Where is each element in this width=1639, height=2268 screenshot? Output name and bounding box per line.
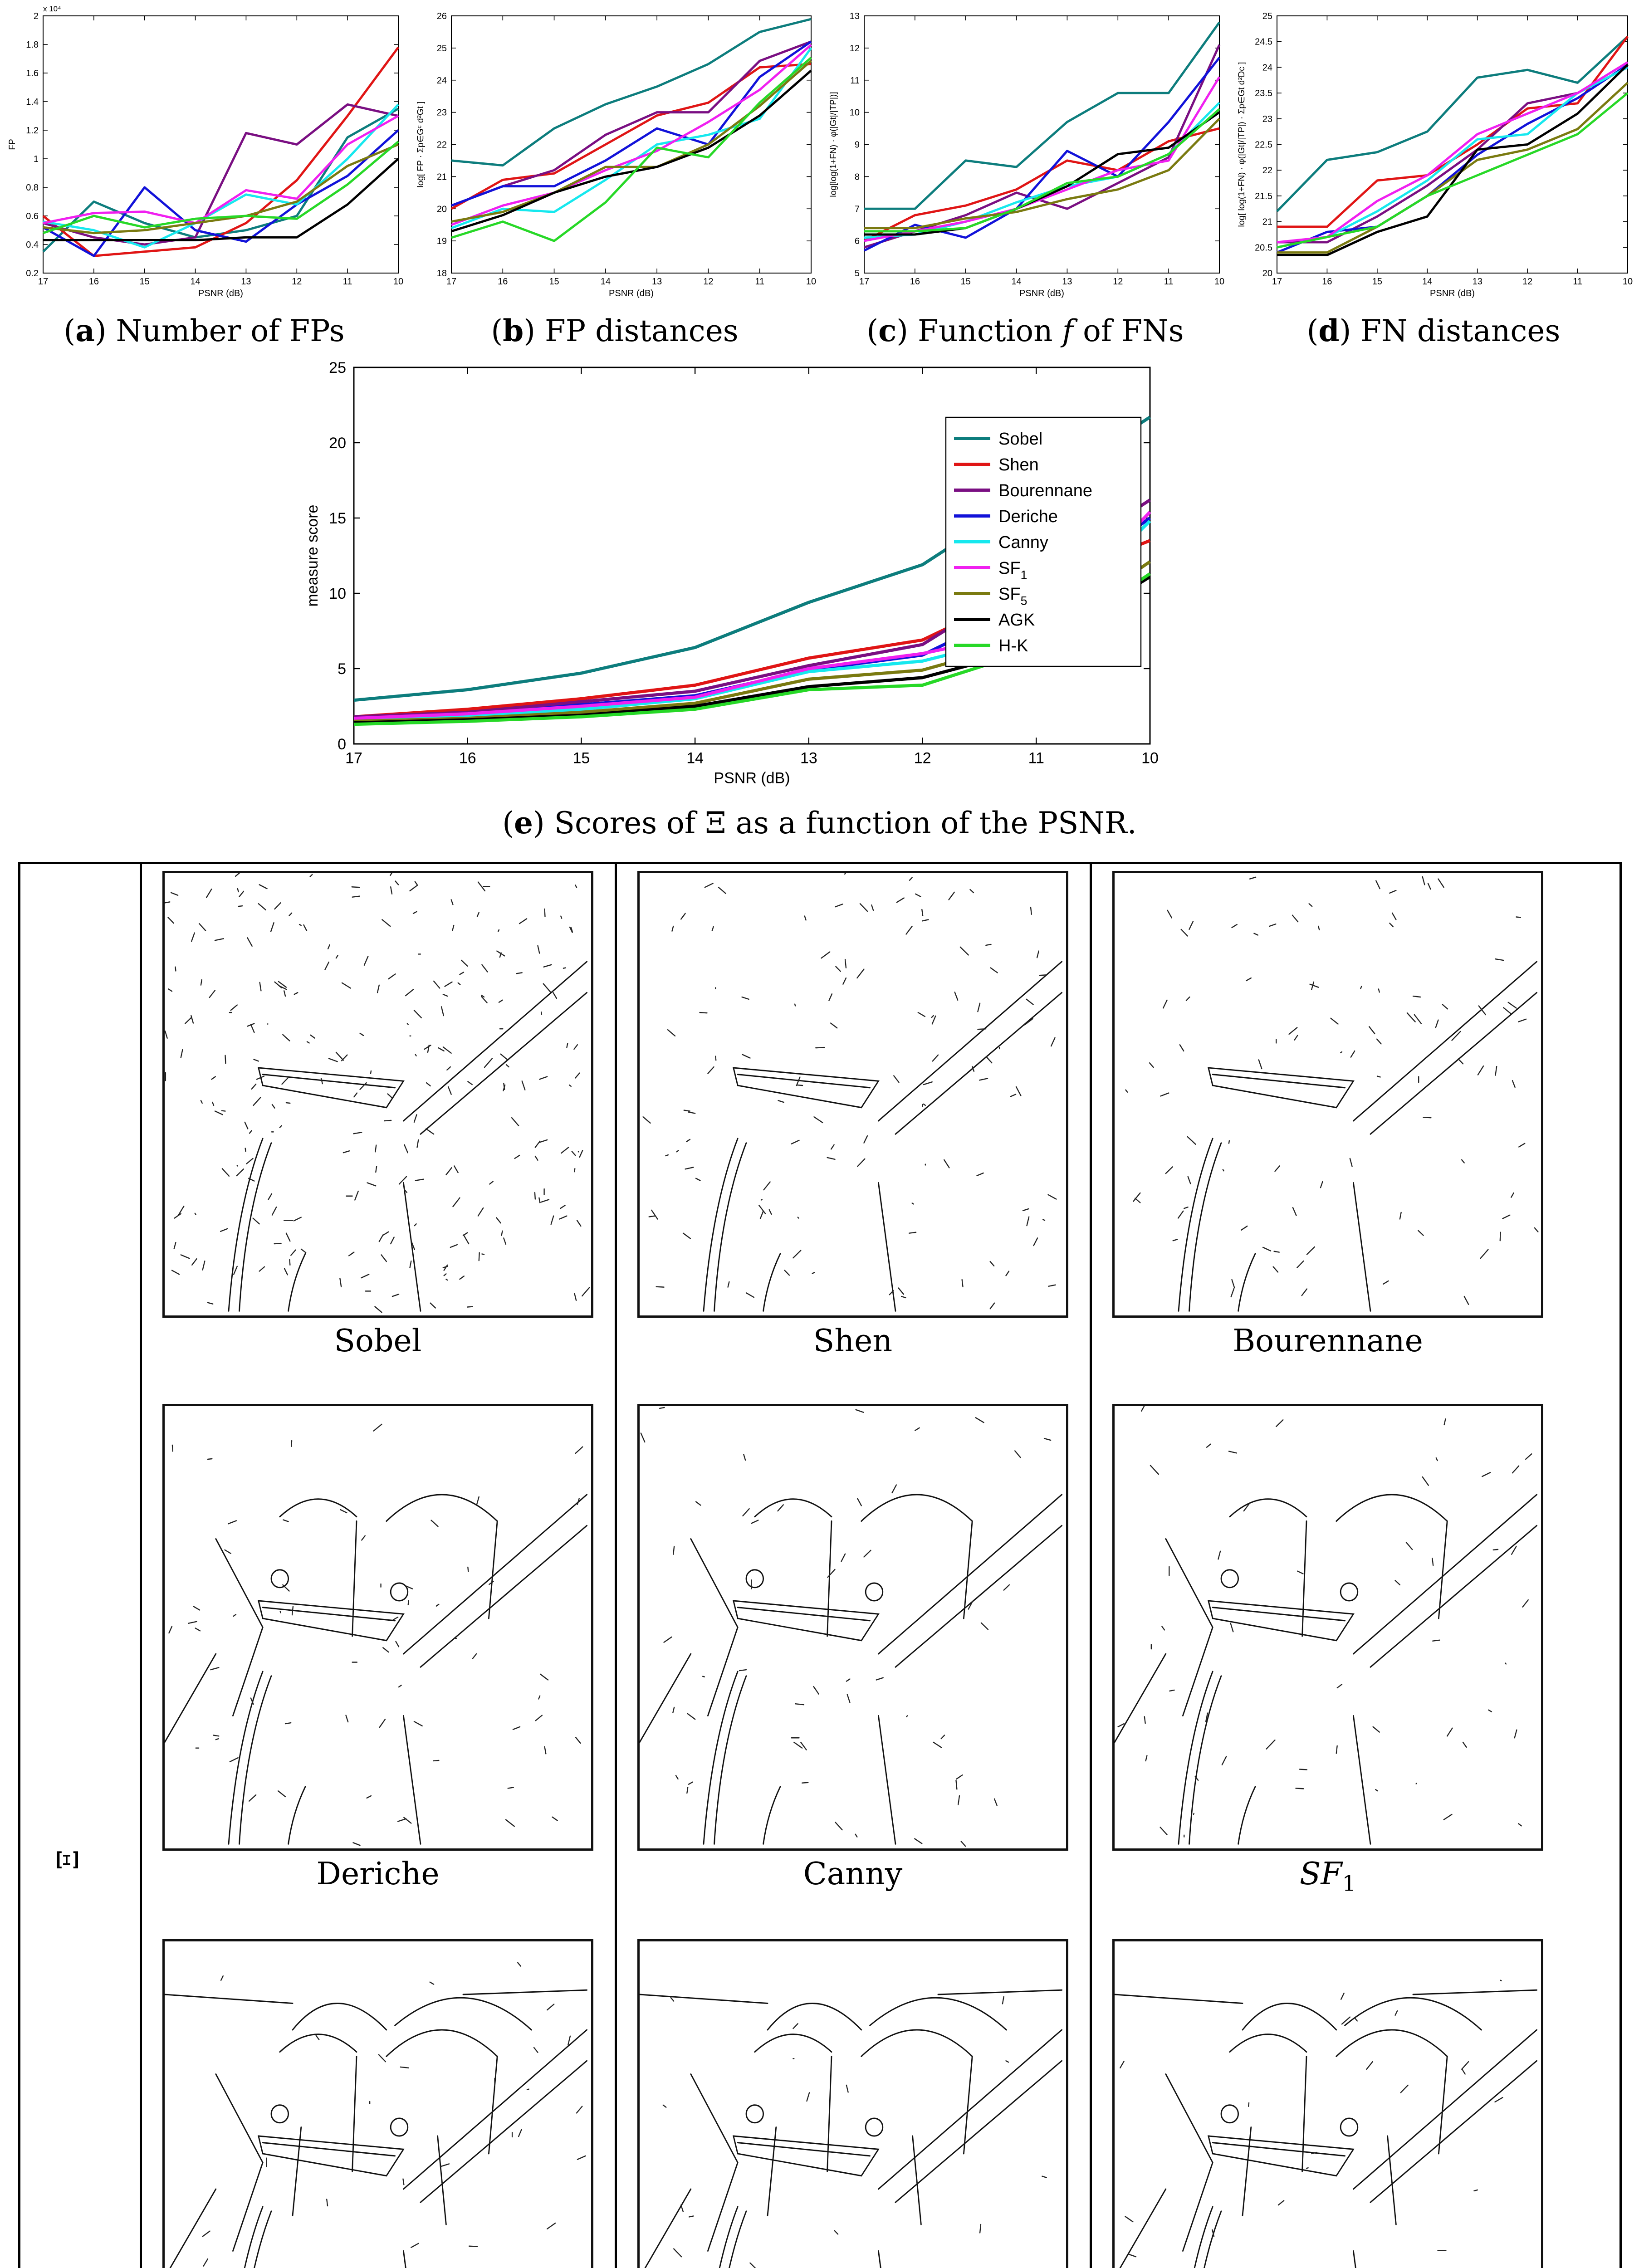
x-tick-label: 15 <box>139 277 150 287</box>
y-axis-label: FP <box>8 139 17 150</box>
y-tick-label: 0.2 <box>26 269 39 279</box>
y-tick-label: 9 <box>854 140 860 150</box>
xi-side-label: Ξ <box>52 1849 85 1870</box>
caption-e: (e) Scores of Ξ as a function of the PSNR. <box>502 805 1137 841</box>
panel-divider-mid2 <box>1090 862 1092 2268</box>
legend-entry: Deriche <box>998 507 1058 527</box>
fp-count-chart <box>0 0 408 308</box>
x-tick-label: 11 <box>1573 277 1582 287</box>
x-tick-label: 16 <box>910 277 920 287</box>
y-tick-label: 24 <box>436 75 447 86</box>
x-tick-label: 11 <box>1028 749 1044 767</box>
y-tick-label: 8 <box>854 172 860 182</box>
x-tick-label: 16 <box>498 277 508 287</box>
x-tick-label: 13 <box>1062 277 1072 287</box>
x-tick-label: 14 <box>190 277 201 287</box>
x-tick-label: 12 <box>703 277 714 287</box>
x-tick-label: 11 <box>755 277 765 287</box>
y-tick-label: 0.8 <box>26 183 39 193</box>
y-tick-label: 11 <box>850 75 860 86</box>
y-tick-label: 25 <box>436 43 447 54</box>
edge-map-canny <box>637 1404 1068 1851</box>
y-multiplier-label: x 10⁴ <box>43 5 61 13</box>
y-axis-label: log[ FP · Σp∈Gᶜ d²Gt ] <box>416 101 426 188</box>
y-tick-label: 1.6 <box>26 68 39 78</box>
y-tick-label: 20 <box>436 204 447 215</box>
y-tick-label: 26 <box>436 11 447 21</box>
legend-entry: Shen <box>998 455 1039 475</box>
y-axis-label: log[log(1+FN) · φ(|Gt|/|TP|)] <box>829 92 838 197</box>
y-tick-label: 22 <box>436 140 447 150</box>
edge-map-sobel <box>162 871 593 1318</box>
y-tick-label: 0 <box>338 735 346 753</box>
y-tick-label: 1.2 <box>26 126 39 136</box>
edge-map-label: Bourennane <box>1233 1323 1423 1359</box>
x-tick-label: 10 <box>1141 749 1159 767</box>
edge-map-agk <box>637 1939 1068 2268</box>
edge-map-h-k <box>1112 1939 1543 2268</box>
y-tick-label: 21 <box>1262 217 1272 227</box>
y-tick-label: 23 <box>436 108 447 118</box>
edge-map-label: Sobel <box>334 1323 422 1359</box>
edge-map-sf1 <box>1112 1404 1543 1851</box>
x-tick-label: 10 <box>806 277 817 287</box>
x-tick-label: 10 <box>1214 277 1225 287</box>
legend-entry: $SF_5$ <box>998 585 1027 608</box>
y-tick-label: 25 <box>329 359 346 376</box>
x-tick-label: 13 <box>241 277 251 287</box>
y-tick-label: 20.5 <box>1255 243 1272 253</box>
y-tick-label: 5 <box>338 660 346 678</box>
y-tick-label: 23.5 <box>1255 88 1272 99</box>
legend-entry: Bourennane <box>998 481 1093 501</box>
x-tick-label: 16 <box>88 277 99 287</box>
edge-map-sf5 <box>162 1939 593 2268</box>
x-tick-label: 17 <box>38 277 49 287</box>
y-tick-label: 23 <box>1262 114 1272 124</box>
x-tick-label: 15 <box>1372 277 1382 287</box>
y-tick-label: 21.5 <box>1255 191 1272 201</box>
caption-b: (b) FP distances <box>491 313 739 348</box>
x-axis-label: PSNR (dB) <box>1019 288 1064 298</box>
x-tick-label: 13 <box>652 277 662 287</box>
fn-distance-chart <box>1229 0 1638 308</box>
y-tick-label: 22.5 <box>1255 140 1272 150</box>
y-tick-label: 20 <box>1262 269 1272 279</box>
x-axis-label: PSNR (dB) <box>1430 288 1475 298</box>
x-tick-label: 17 <box>859 277 870 287</box>
x-tick-label: 15 <box>572 749 590 767</box>
edge-map-deriche <box>162 1404 593 1851</box>
y-tick-label: 19 <box>436 236 447 247</box>
y-tick-label: 1 <box>33 154 39 164</box>
x-axis-label: PSNR (dB) <box>198 288 243 298</box>
x-tick-label: 16 <box>1322 277 1332 287</box>
x-tick-label: 17 <box>1272 277 1282 287</box>
fn-function-chart <box>821 0 1229 308</box>
legend-entry: Canny <box>998 533 1048 552</box>
y-tick-label: 0.6 <box>26 211 39 221</box>
x-tick-label: 17 <box>345 749 362 767</box>
edge-map-label: $SF_1$ <box>1299 1856 1356 1897</box>
measure-score-chart <box>281 349 1189 803</box>
x-tick-label: 12 <box>914 749 931 767</box>
x-tick-label: 14 <box>1422 277 1433 287</box>
y-tick-label: 7 <box>854 204 860 215</box>
fp-distance-chart <box>408 0 821 308</box>
edge-map-label: Canny <box>803 1856 903 1892</box>
caption-d: (d) FN distances <box>1306 313 1561 348</box>
y-tick-label: 1.8 <box>26 40 39 50</box>
x-tick-label: 11 <box>1164 277 1174 287</box>
y-tick-label: 22 <box>1262 166 1272 176</box>
y-tick-label: 21 <box>436 172 447 182</box>
x-axis-label: PSNR (dB) <box>714 769 790 787</box>
edge-map-shen <box>637 871 1068 1318</box>
x-tick-label: 10 <box>1622 277 1633 287</box>
y-tick-label: 5 <box>854 269 860 279</box>
y-tick-label: 10 <box>329 585 346 602</box>
caption-c: (c) Function f of FNs <box>866 313 1184 348</box>
y-tick-label: 12 <box>849 43 860 54</box>
x-tick-label: 15 <box>960 277 971 287</box>
y-tick-label: 24 <box>1262 63 1272 73</box>
y-tick-label: 2 <box>33 11 39 21</box>
panel-divider-left <box>140 862 142 2268</box>
x-tick-label: 15 <box>549 277 559 287</box>
y-tick-label: 13 <box>849 11 860 21</box>
edge-map-bourennane <box>1112 871 1543 1318</box>
y-tick-label: 20 <box>329 434 346 452</box>
x-tick-label: 12 <box>292 277 302 287</box>
y-tick-label: 25 <box>1262 11 1272 21</box>
legend-entry: H-K <box>998 636 1028 656</box>
x-tick-label: 16 <box>459 749 476 767</box>
caption-a: (a) Number of FPs <box>64 313 345 348</box>
y-tick-label: 10 <box>849 108 860 118</box>
y-axis-label: measure score <box>304 504 321 607</box>
edge-map-label: Deriche <box>316 1856 440 1892</box>
y-tick-label: 15 <box>329 509 346 527</box>
x-tick-label: 11 <box>342 277 352 287</box>
x-axis-label: PSNR (dB) <box>609 288 654 298</box>
y-tick-label: 18 <box>436 269 447 279</box>
x-tick-label: 12 <box>1522 277 1533 287</box>
x-tick-label: 14 <box>600 277 611 287</box>
y-tick-label: 6 <box>854 236 860 247</box>
edge-map-label: Shen <box>813 1323 893 1359</box>
x-tick-label: 13 <box>800 749 817 767</box>
y-tick-label: 24.5 <box>1255 37 1272 47</box>
x-tick-label: 10 <box>393 277 404 287</box>
legend-entry: $SF_1$ <box>998 559 1027 582</box>
x-tick-label: 13 <box>1472 277 1482 287</box>
y-tick-label: 1.4 <box>26 97 39 107</box>
x-tick-label: 14 <box>1011 277 1022 287</box>
y-axis-label: log[ log(1+FN) · φ(|Gt|/|TP|) · Σp∈Gt d²Dc ] <box>1237 62 1247 227</box>
x-tick-label: 17 <box>446 277 457 287</box>
x-tick-label: 14 <box>686 749 704 767</box>
legend-entry: AGK <box>998 611 1035 630</box>
legend-entry: Sobel <box>998 430 1043 449</box>
x-tick-label: 12 <box>1113 277 1123 287</box>
y-tick-label: 0.4 <box>26 240 39 250</box>
panel-divider-mid1 <box>615 862 617 2268</box>
